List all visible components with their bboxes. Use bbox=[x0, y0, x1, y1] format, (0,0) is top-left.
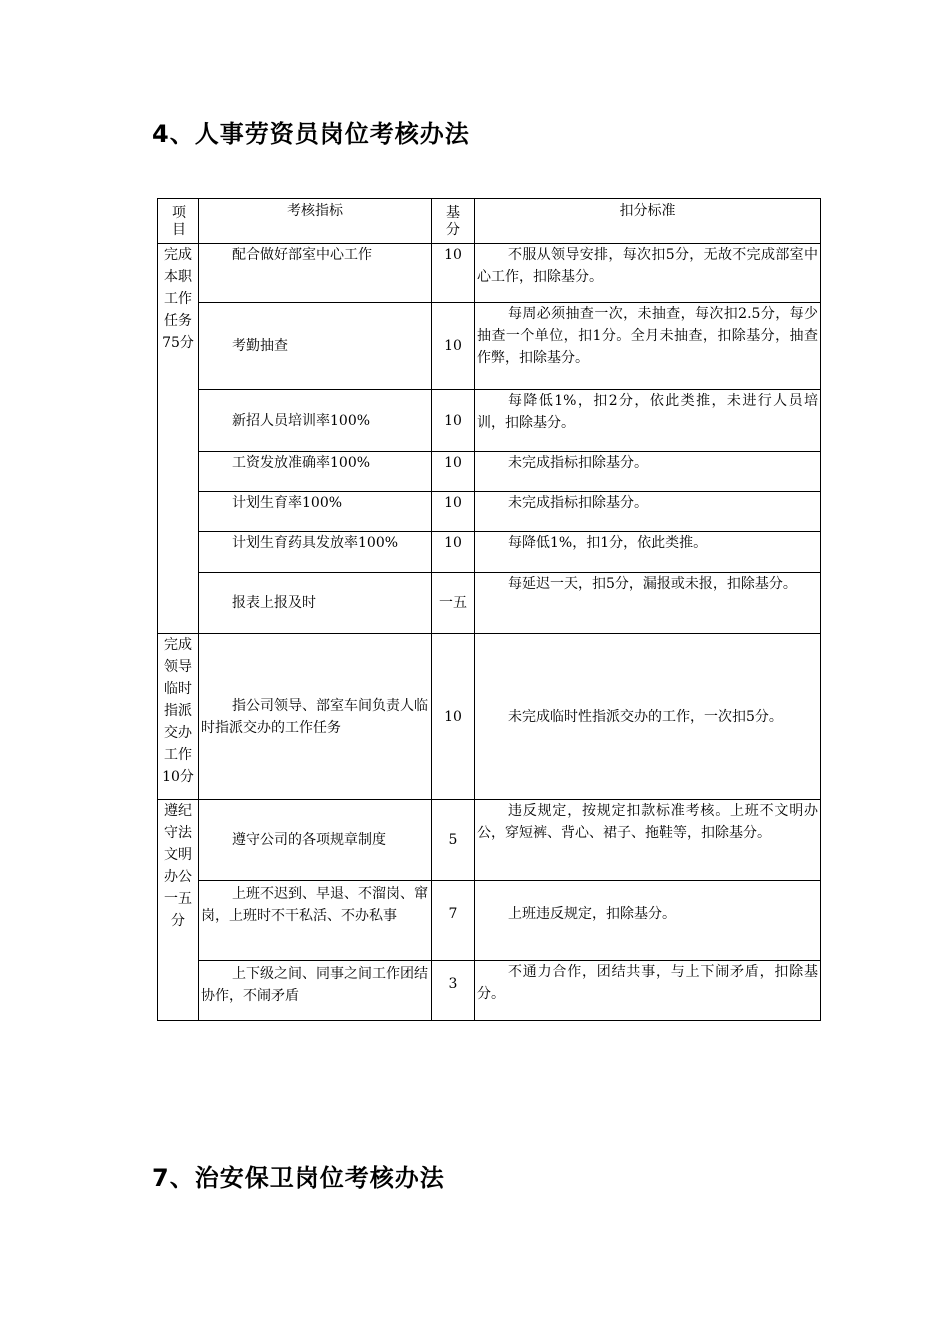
base-score-cell: 5 bbox=[432, 800, 475, 881]
deduction-rule-cell: 违反规定，按规定扣款标准考核。上班不文明办公，穿短裤、背心、裙子、拖鞋等，扣除基分。 bbox=[475, 800, 821, 881]
base-score-cell: 10 bbox=[432, 244, 475, 303]
indicator-cell: 工资发放准确率100% bbox=[199, 452, 432, 492]
base-score-cell: 10 bbox=[432, 634, 475, 800]
table-row bbox=[158, 800, 821, 881]
base-score-cell: 10 bbox=[432, 492, 475, 532]
base-score-cell: 10 bbox=[432, 390, 475, 452]
indicator-cell: 上班不迟到、早退、不溜岗、窜岗，上班时不干私活、不办私事 bbox=[199, 881, 432, 961]
indicator-cell: 考勤抽查 bbox=[199, 303, 432, 390]
section-title: 4、人事劳资员岗位考核办法 bbox=[152, 120, 470, 148]
assessment-table bbox=[157, 198, 821, 1021]
table-row bbox=[158, 452, 821, 492]
indicator-cell: 指公司领导、部室车间负责人临时指派交办的工作任务 bbox=[199, 634, 432, 800]
base-score-cell: 7 bbox=[432, 881, 475, 961]
indicator-cell: 计划生育药具发放率100% bbox=[199, 532, 432, 573]
table-row bbox=[158, 634, 821, 800]
indicator-cell: 遵守公司的各项规章制度 bbox=[199, 800, 432, 881]
deduction-rule-cell: 不通力合作，团结共事，与上下闹矛盾，扣除基分。 bbox=[475, 961, 821, 1021]
deduction-rule-cell: 每降低1%，扣2分，依此类推，未进行人员培训，扣除基分。 bbox=[475, 390, 821, 452]
deduction-rule-cell: 上班违反规定，扣除基分。 bbox=[475, 881, 821, 961]
table-row bbox=[158, 390, 821, 452]
deduction-rule-cell: 未完成指标扣除基分。 bbox=[475, 492, 821, 532]
deduction-rule-cell: 未完成临时性指派交办的工作，一次扣5分。 bbox=[475, 634, 821, 800]
deduction-rule-cell: 每延迟一天，扣5分，漏报或未报，扣除基分。 bbox=[475, 573, 821, 634]
indicator-cell: 配合做好部室中心工作 bbox=[199, 244, 432, 303]
category-cell: 完成领导临时指派交办工作10分 bbox=[158, 634, 199, 800]
category-cell: 遵纪守法文明办公一五分 bbox=[158, 800, 199, 1021]
table-row bbox=[158, 573, 821, 634]
base-score-cell: 10 bbox=[432, 452, 475, 492]
table-row bbox=[158, 532, 821, 573]
indicator-cell: 计划生育率100% bbox=[199, 492, 432, 532]
header-standard: 扣分标准 bbox=[475, 199, 821, 244]
header-indicator: 考核指标 bbox=[199, 199, 432, 244]
deduction-rule-cell: 每周必须抽查一次，未抽查，每次扣2.5分，每少抽查一个单位，扣1分。全月未抽查，扣除基分，抽查作弊，扣除基分。 bbox=[475, 303, 821, 390]
deduction-rule-cell: 不服从领导安排，每次扣5分，无故不完成部室中心工作，扣除基分。 bbox=[475, 244, 821, 303]
table-row bbox=[158, 303, 821, 390]
header-base: 基分 bbox=[432, 199, 475, 244]
base-score-cell: 10 bbox=[432, 303, 475, 390]
indicator-cell: 报表上报及时 bbox=[199, 573, 432, 634]
table-row bbox=[158, 881, 821, 961]
base-score-cell: 一五 bbox=[432, 573, 475, 634]
header-item: 项目 bbox=[158, 199, 199, 244]
table-header-row bbox=[158, 199, 821, 244]
category-cell: 完成本职工作任务75分 bbox=[158, 244, 199, 634]
table-row bbox=[158, 244, 821, 303]
table-row bbox=[158, 492, 821, 532]
indicator-cell: 新招人员培训率100% bbox=[199, 390, 432, 452]
deduction-rule-cell: 每降低1%，扣1分，依此类推。 bbox=[475, 532, 821, 573]
base-score-cell: 10 bbox=[432, 532, 475, 573]
section-title: 7、治安保卫岗位考核办法 bbox=[152, 1164, 445, 1192]
base-score-cell: 3 bbox=[432, 961, 475, 1021]
deduction-rule-cell: 未完成指标扣除基分。 bbox=[475, 452, 821, 492]
table-row bbox=[158, 961, 821, 1021]
indicator-cell: 上下级之间、同事之间工作团结协作，不闹矛盾 bbox=[199, 961, 432, 1021]
